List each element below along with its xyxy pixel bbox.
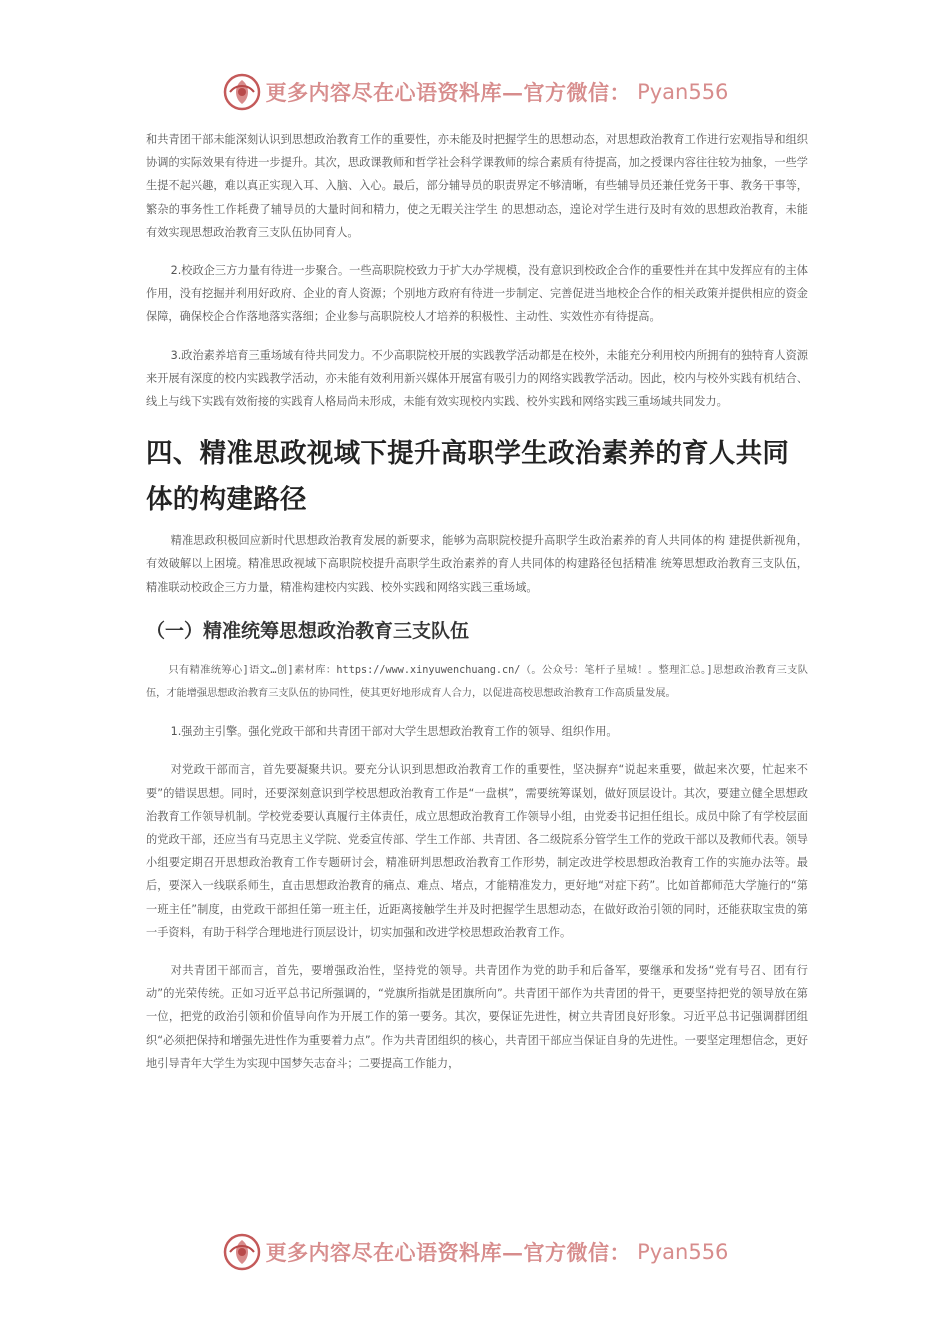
banner-text: 更多内容尽在心语资料库—官方微信： bbox=[265, 1240, 632, 1265]
flower-logo-icon bbox=[222, 1232, 262, 1272]
paragraph: 对党政干部而言，首先要凝聚共识。要充分认识到思想政治教育工作的重要性，坚决摒弃“说起来重要，做起来次要，忙起来不要”的错误思想。同时，还要深刻意识到学校思想政治教育工作是“一盘棋”，需要统筹谋划，做好顶层设计。其次，要建立健全思想政治教育工作领导机制。学校党委要认真履行主体责任，成立思想政治教育工作领导小组，由党委书记担任组长。成员中除了有学校层面的党政干部，还应当有马克思主义学院、党委宣传部、学生工作部、共青团、各二级院系分管学生工作的党政干部以及教师代表。领导小组要定期召开思想政治教育工作专题研讨会，精准研判思想政治教育工作形势，制定改进学校思想政治教育工作的实施办法等。最后，要深入一线联系师生，直击思想政治教育的痛点、难点、堵点，才能精准发力，更好地“对症下药”。比如首都师范大学施行的“第一班主任”制度，由党政干部担任第一班主任，近距离接触学生并及时把握学生思想动态，在做好政治引领的同时，还能获取宝贵的第一手资料，有助于科学合理地进行顶层设计，切实加强和改进学校思想政治教育工作。 bbox=[146, 763, 808, 939]
paragraph: 和共青团干部未能深刻认识到思想政治教育工作的重要性，亦未能及时把握学生的思想动态，对思想政治教育工作进行宏观指导和组织协调的实际效果有待进一步提升。其次，思政课教师和哲学社会科学课教师的综合素质有待提高，加之授课内容往往较为抽象，一些学生提不起兴趣，难以真正实现入耳、入脑、入心。最后，部分辅导员的职责界定不够清晰，有些辅导员还兼任党务干事、教务干事等，繁杂的事务性工作耗费了辅导员的大量时间和精力，使之无暇关注学生 的思想动态，遑论对学生进行及时有效的思想政治教育，未能有效实现思想政治教育三支队伍协同育人。 bbox=[146, 133, 808, 239]
subsection-heading: （一）精准统筹思想政治教育三支队伍 bbox=[146, 619, 470, 642]
banner-handle: Pyan556 bbox=[637, 1240, 729, 1264]
paragraph: 2.校政企三方力量有待进一步聚合。一些高职院校致力于扩大办学规模，没有意识到校政企合作的重要性并在其中发挥应有的主体作用，没有挖掘并利用好政府、企业的育人资源；个别地方政府有待进一步制定、完善促进当地校企合作的相关政策并提供相应的资金保障，确保校企合作落地落实落细；企业参与高职院校人才培养的积极性、主动性、实效性亦有待提高。 bbox=[146, 264, 808, 324]
paragraph: 3.政治素养培育三重场域有待共同发力。不少高职院校开展的实践教学活动都是在校外，未能充分利用校内所拥有的独特育人资源来开展有深度的校内实践教学活动，亦未能有效利用新兴媒体开展富有吸引力的网络实践教学活动。因此，校内与校外实践有机结合、线上与线下实践有效衔接的实践育人格局尚未形成，未能有效实现校内实践、校外实践和网络实践三重场域共同发力。 bbox=[146, 348, 808, 409]
footer-banner bbox=[0, 1232, 950, 1272]
paragraph: 对共青团干部而言，首先，要增强政治性，坚持党的领导。共青团作为党的助手和后备军，要继承和发扬“党有号召、团有行动”的光荣传统。正如习近平总书记所强调的，“党旗所指就是团旗所向”。共青团干部作为共青团的骨干，更要坚持把党的领导放在第一位，把党的政治引领和价值导向作为开展工作的第一要务。其次，要保证先进性，树立共青团良好形象。习近平总书记强调群团组织“必须把保持和增强先进性作为重要着力点”。作为共青团组织的核心，共青团干部应当保证自身的先进性。一要坚定理想信念，更好地引导青年大学生为实现中国梦矢志奋斗；二要提高工作能力， bbox=[146, 964, 808, 1070]
article-body bbox=[146, 128, 808, 1075]
section-heading: 四、精准思政视域下提升高职学生政治素养的育人共同体的构建路径 bbox=[146, 438, 790, 516]
paragraph: 只有精准统筹心]语文…创]素材库：https://www.xinyuwenchuang.cn/（。公众号：笔杆子星城！。整理汇总。]思想政治教育三支队伍，才能增强思想政治教育三支队伍的协同性，使其更好地形成育人合力，以促进高校思想政治教育工作高质量发展。 bbox=[146, 664, 808, 700]
flower-logo-icon bbox=[222, 72, 262, 112]
banner-handle: Pyan556 bbox=[637, 80, 729, 104]
section-intro: 精准思政积极回应新时代思想政治教育发展的新要求，能够为高职院校提升高职学生政治素养的育人共同体的构 建提供新视角，有效破解以上困境。精准思政视域下高职院校提升高职学生政治素养的育人共同体的构建路径包括精准 统筹思想政治教育三支队伍，精准联动校政企三方力量，精准构建校内实践、校外实践和网络实践三重场域。 bbox=[146, 534, 808, 594]
paragraph: 1.强劲主引擎。强化党政干部和共青团干部对大学生思想政治教育工作的领导、组织作用。 bbox=[170, 725, 618, 739]
header-banner bbox=[0, 72, 950, 112]
banner-text: 更多内容尽在心语资料库—官方微信： bbox=[265, 80, 632, 105]
